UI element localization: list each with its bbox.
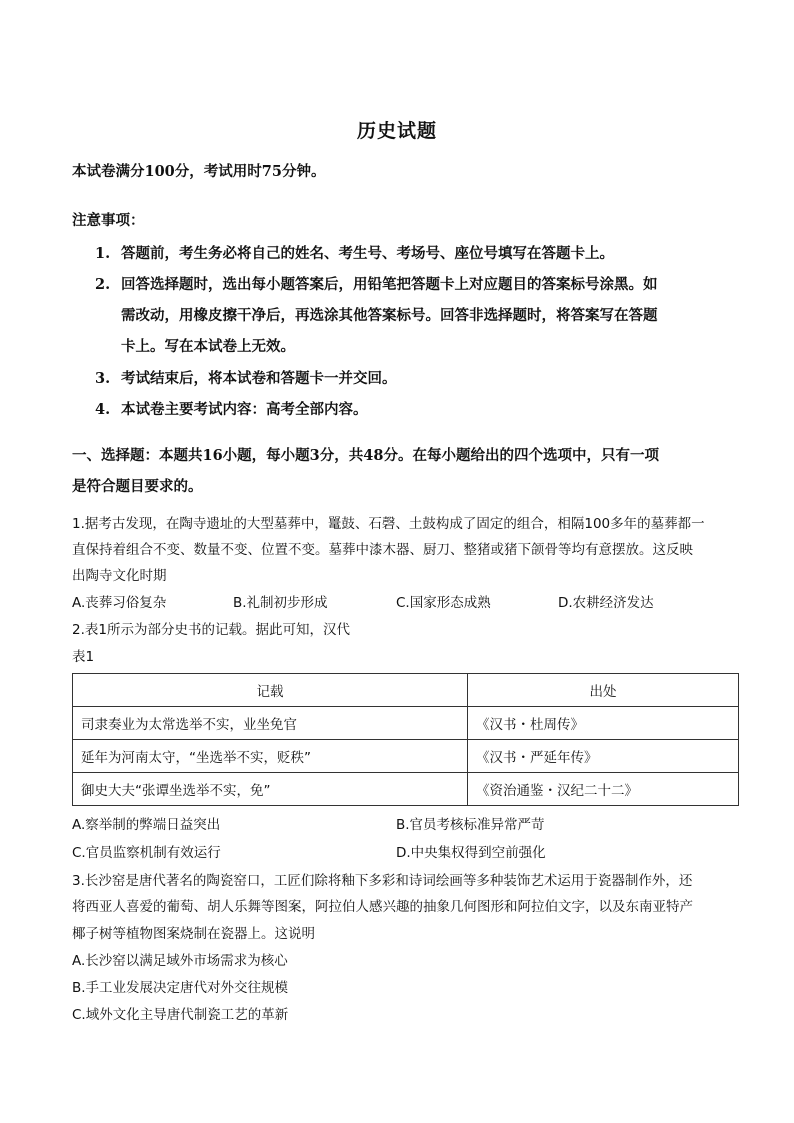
question-stem: 椰子树等植物图案烧制在瓷器上。这说明 — [72, 926, 315, 942]
notice-item — [95, 242, 614, 263]
option-b: B.礼制初步形成 — [233, 595, 328, 611]
notice-item — [95, 367, 397, 388]
question-stem: 1.据考古发现，在陶寺遗址的大型墓葬中，鼍鼓、石磬、土鼓构成了固定的组合，相隔100多年的墓葬都一 — [72, 516, 705, 532]
notice-item — [95, 398, 368, 419]
section-heading: 一、选择题：本题共16小题，每小题3分，共48分。在每小题给出的四个选项中，只有一项 — [72, 447, 659, 464]
table-cell: 司隶奏业为太常选举不实，业坐免官 — [73, 707, 468, 740]
notice-item-text: 答题前，考生务必将自己的姓名、考生号、考场号、座位号填写在答题卡上。 — [121, 245, 614, 262]
table-cell: 《汉书・严延年传》 — [468, 740, 739, 773]
notice-item-text: 需改动，用橡皮擦干净后，再选涂其他答案标号。回答非选择题时，将答案写在答题 — [121, 307, 658, 324]
notice-item-text: 考试结束后，将本试卷和答题卡一并交回。 — [121, 370, 397, 387]
table-cell: 御史大夫“张谭坐选举不实，免” — [73, 773, 468, 806]
option-d: D.农耕经济发达 — [558, 595, 654, 611]
option-a: A.察举制的弊端日益突出 — [72, 817, 221, 833]
option-c: C.官员监察机制有效运行 — [72, 845, 221, 861]
table-header-row — [73, 674, 739, 707]
table-label: 表1 — [72, 649, 95, 665]
table-row — [73, 707, 739, 740]
notice-item-text: 卡上。写在本试卷上无效。 — [121, 338, 295, 355]
notice-item — [95, 273, 658, 294]
notice-item-text: 回答选择题时，选出每小题答案后，用铅笔把答题卡上对应题目的答案标号涂黑。如 — [121, 276, 658, 293]
records-table — [72, 673, 739, 806]
option-d: D.中央集权得到空前强化 — [396, 845, 546, 861]
option-c: C.域外文化主导唐代制瓷工艺的革新 — [72, 1007, 289, 1023]
page-title: 历史试题 — [356, 120, 437, 142]
table-cell: 《汉书・杜周传》 — [468, 707, 739, 740]
question-stem: 出陶寺文化时期 — [72, 568, 167, 584]
option-b: B.手工业发展决定唐代对外交往规模 — [72, 980, 289, 996]
table-header-cell: 记载 — [73, 674, 468, 707]
notice-item-number: 1. — [95, 245, 111, 262]
question-stem: 直保持着组合不变、数量不变、位置不变。墓葬中漆木器、厨刀、整猪或猪下颌骨等均有意摆放。这反映 — [72, 542, 693, 558]
notice-item-number: 3. — [95, 370, 111, 387]
notice-heading: 注意事项： — [72, 212, 145, 229]
option-a: A.丧葬习俗复杂 — [72, 595, 167, 611]
option-b: B.官员考核标准异常严苛 — [396, 817, 545, 833]
table-cell: 《资治通鉴・汉纪二十二》 — [468, 773, 739, 806]
notice-item-number: 4. — [95, 401, 111, 418]
table-row — [73, 773, 739, 806]
table-cell: 延年为河南太守，“坐选举不实，贬秩” — [73, 740, 468, 773]
exam-intro: 本试卷满分100分，考试用时75分钟。 — [72, 163, 326, 180]
option-a: A.长沙窑以满足域外市场需求为核心 — [72, 953, 288, 969]
option-c: C.国家形态成熟 — [396, 595, 491, 611]
table-row — [73, 740, 739, 773]
question-stem: 2.表1所示为部分史书的记载。据此可知，汉代 — [72, 622, 350, 638]
notice-item-text: 本试卷主要考试内容：高考全部内容。 — [121, 401, 368, 418]
notice-item-number: 2. — [95, 276, 111, 293]
question-stem: 将西亚人喜爱的葡萄、胡人乐舞等图案，阿拉伯人感兴趣的抽象几何图形和阿拉伯文字，以及东南亚特产 — [72, 899, 693, 915]
question-stem: 3.长沙窑是唐代著名的陶瓷窑口，工匠们除将釉下多彩和诗词绘画等多种装饰艺术运用于瓷器制作外，还 — [72, 873, 693, 889]
section-heading-cont: 是符合题目要求的。 — [72, 478, 203, 495]
table-header-cell: 出处 — [468, 674, 739, 707]
